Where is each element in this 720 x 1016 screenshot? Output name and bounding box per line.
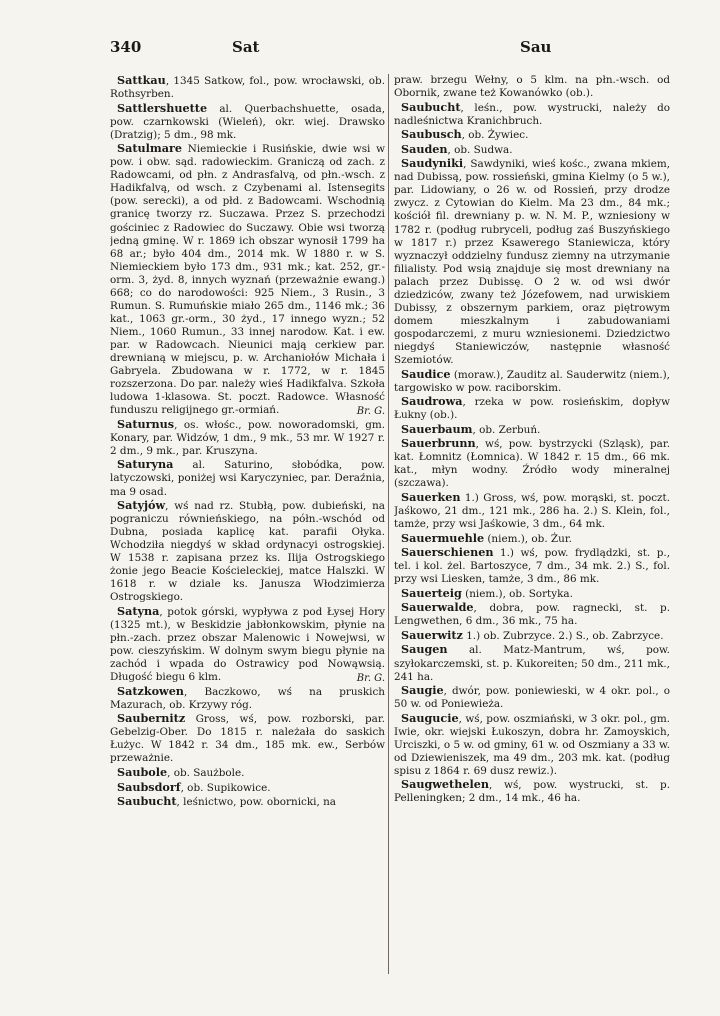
entry-text: al. Matz-Mantrum, wś, pow. szyłokarczemski, st. p. Kukoreiten; 50 dm., 211 mk., 241 ha. xyxy=(394,644,670,683)
entry-text: , ob. Żywiec. xyxy=(461,129,529,142)
dictionary-entry xyxy=(394,368,670,395)
dictionary-entry xyxy=(110,458,385,498)
right-column xyxy=(394,74,670,974)
entry-headword: Sauerteig xyxy=(401,585,462,600)
dictionary-entry xyxy=(110,685,385,712)
dictionary-entry xyxy=(394,143,670,157)
entry-text: , wś, pow. wystrucki, st. p. Pelleningken; 2 dm., 14 mk., 46 ha. xyxy=(394,779,670,805)
dictionary-entry xyxy=(110,712,385,765)
entry-text: , ob. Saużbole. xyxy=(167,767,245,780)
dictionary-entry xyxy=(394,128,670,142)
entry-headword: Saturyna xyxy=(117,457,174,472)
dictionary-entry xyxy=(394,601,670,628)
dictionary-entry xyxy=(394,684,670,711)
entry-headword: Satulmare xyxy=(117,141,182,156)
entry-headword: Satzkowen xyxy=(117,683,184,698)
entry-text: , ob. Sudwa. xyxy=(447,143,513,156)
left-column xyxy=(110,74,385,974)
entry-headword: Saudrowa xyxy=(401,394,463,409)
dictionary-entry xyxy=(110,766,385,780)
dictionary-entry xyxy=(394,74,670,100)
dictionary-entry xyxy=(110,418,385,458)
entry-text: , leśn., pow. wystrucki, należy do nadleśnictwa Kranichbruch. xyxy=(394,101,670,127)
entry-headword: Saugucie xyxy=(401,710,459,725)
entry-text: 1.) ob. Zubrzyce. 2.) S., ob. Zabrzyce. xyxy=(462,629,664,642)
entry-text: , wś nad rz. Stubłą, pow. dubieński, na pograniczu równieńskiego, na półn.-wschód od Dubna, posiada kaplicę kat. parafii Ołyka. Wchodziła niegdyś w skład ordynacyi ostrogskiej. W 1538 r. zapisana przez ks. Ilija Ostrogskiego żonie jego Beacie Kościeleckiej, matce Halszki. W 1618 r. w dziale ks. Janusza Włodzimierza Ostrogskiego. xyxy=(110,500,385,604)
entry-headword: Sauerwitz xyxy=(401,627,463,642)
entry-text: Niemieckie i Rusińskie, dwie wsi w pow. i obw. sąd. radowieckim. Graniczą od zach. z Radowcami, od płn. z Andrasfalvą, od płn.-wsch. z Hadikfalvą, od wsch. z Czybenami al. Istensegits (pow. serecki), a od płd. z Badowcami. Wschodnią granicę tworzy rz. Suczawa. Przez S. przechodzi gościniec z Radowiec do Suczawy. Obie wsi tworzą jedną gminę. W r. 1869 ich obszar wynosił 1799 ha 68 ar.; było 404 dm., 2014 mk. W 1880 r. w S. Niemieckiem było 173 dm., 931 mk.; kat. 252, gr.-orm. 3, żyd. 8, innych wyznań (przeważnie ewang.) 668; co do narodowości: 925 Niem., 3 Rusin., 3 Rumun. S. Rumuńskie miało 265 dm., 1146 mk.; 36 kat., 1063 gr.-orm., 30 żyd., 17 innego wyzn.; 52 Niem., 1060 Rumun., 33 innej narodow. Kat. i ew. par. w Radowcach. Nieunici mają cerkiew par. drewnianą w miejscu, p. w. Archaniołów Michała i Gabryela. Zbudowana w r. 1772, w r. 1845 rozszerzona. Do par. należy wieś Hadikfalva. Szkoła ludowa 1-klasowa. St. poczt. Radowce. Własność funduszu religijnego gr.-ormiań. xyxy=(110,143,385,417)
page-header xyxy=(110,38,650,62)
dictionary-entry xyxy=(110,781,385,795)
entry-headword: Saubucht xyxy=(117,794,177,809)
entry-headword: Saudice xyxy=(401,366,451,381)
entry-text: 1.) Gross, wś, pow. morąski, st. poczt. Jaśkowo, 21 dm., 121 mk., 286 ha. 2.) S. Klein, fol., tamże, przy wsi Jaśkowie, 3 dm., 64 mk. xyxy=(394,491,670,531)
entry-text: , wś, pow. bystrzycki (Szląsk), par. kat. Łomnitz (Łomnica). W 1842 r. 15 dm., 66 mk. kat., młyn wodny. Źródło wody mineralnej (szczawa). xyxy=(394,438,670,490)
entry-text: Gross, wś, pow. rozborski, par. Gebelzig-Ober. Do 1815 r. należała do saskich Łużyc. W 1842 r. 34 dm., 185 mk. ew., Serbów przeważnie. xyxy=(110,713,385,765)
entry-text: al. Querbachshuette, osada, pow. czarnkowski (Wieleń), okr. wiej. Drawsko (Dratzig); 5 dm., 98 mk. xyxy=(110,102,385,141)
entry-headword: Saubole xyxy=(117,765,168,780)
entry-headword: Sauerbrunn xyxy=(401,436,476,451)
entry-text: , dobra, pow. ragnecki, st. p. Lengwethen, 6 dm., 36 mk., 75 ha. xyxy=(394,602,670,628)
entry-text: al. Saturino, słobódka, pow. latyczowski, poniżej wsi Karyczyniec, par. Deraźnia, ma 9 osad. xyxy=(110,459,385,498)
dictionary-entry xyxy=(394,157,670,367)
entry-signature: Br. G. xyxy=(356,672,385,684)
dictionary-entry xyxy=(110,795,385,809)
dictionary-entry xyxy=(394,437,670,490)
dictionary-entry xyxy=(110,142,385,417)
dictionary-entry xyxy=(394,629,670,643)
entry-text: (niem.), ob. Żur. xyxy=(484,532,572,545)
entry-headword: Saturnus xyxy=(117,416,175,431)
running-head-left: Sat xyxy=(232,38,260,56)
entry-text: , potok górski, wypływa z pod Łysej Hory (1325 mt.), w Beskidzie jabłonkowskim, płynie na płn.-zach. przez obszar Malenowic i Nowejwsi, w pow. cieszyńskim. W dolnym swym biegu płynie na zachód i wpada do Ostrawicy pod Nowąwsią. Długość biegu 6 klm. xyxy=(110,605,385,684)
entry-text: (moraw.), Zauditz al. Sauderwitz (niem.), targowisko w pow. raciborskim. xyxy=(394,368,670,394)
entry-headword: Saubernitz xyxy=(117,711,186,726)
entry-text: , Sawdyniki, wieś kośc., zwana mkiem, nad Dubissą, pow. rossieński, gmina Kielmy (o 5 w.), par. Lidowiany, o 26 w. od Rossień, przy drodze zwycz. z Cytowian do Kielm. Ma 23 dm., 84 mk.; kościół fil. drewniany p. w. N. M. P., wzniesiony w 1782 r. (podług rubryceli, podług zaś Buszyńskiego w 1817 r.) przez Ksawerego Staniewicza, który wyznaczył oddzielny fundusz ziemny na utrzymanie filialisty. Pod wsią znajduje się most drewniany na palach przez Dubissę. O 2 w. od wsi dwór dziedziców, zwany też Józefowem, nad urwiskiem Dubissy, z obszernym parkiem, oraz piętrowym domem mieszkalnym i zabudowaniami gospodarczemi, z muru wzniesionemi. Dziedzictwo niegdyś Staniewiczów, następnie własność Szemiotów. xyxy=(394,158,670,366)
dictionary-entry xyxy=(394,101,670,128)
dictionary-entry xyxy=(110,102,385,142)
entry-text: , rzeka w pow. rosieńskim, dopływ Łukny (ob.). xyxy=(394,396,670,422)
entry-text: 1.) wś, pow. frydlądzki, st. p., tel. i kol. żel. Bartoszyce, 7 dm., 34 mk. 2.) S., fol. przy wsi Liesken, tamże, 3 dm., 86 mk. xyxy=(394,547,670,586)
column-divider xyxy=(388,74,389,974)
dictionary-entry xyxy=(110,499,385,604)
entry-text: praw. brzegu Wełny, o 5 klm. na płn.-wsch. od Obornik, zwane też Kowanówko (ob.). xyxy=(394,74,670,100)
dictionary-entry xyxy=(394,532,670,546)
entry-text: , 1345 Satkow, fol., pow. wrocławski, ob. Rothsyrben. xyxy=(110,75,385,101)
entry-headword: Sauermuehle xyxy=(401,530,485,545)
entry-headword: Saugwethelen xyxy=(401,777,489,792)
entry-text: , wś, pow. oszmiański, w 3 okr. pol., gm. Iwie, okr. wiejski Łukoszyn, dobra hr. Zamoyskich, Urciszki, o 5 w. od gminy, 61 w. od Oszmiany a 33 w. od Dziewieniszek, ma 49 dm., 203 mk. kat. (podług spisu z 1864 r. 69 dusz rewiz.). xyxy=(394,712,670,777)
entry-text: (niem.), ob. Sortyka. xyxy=(461,587,573,600)
entry-text: , Baczkowo, wś na pruskich Mazurach, ob. Krzywy róg. xyxy=(110,685,385,711)
entry-headword: Saugen xyxy=(401,642,448,657)
entry-headword: Satyjów xyxy=(117,498,166,513)
entry-headword: Sauden xyxy=(401,141,448,156)
entry-headword: Sauerschienen xyxy=(401,545,494,560)
entry-headword: Sauerken xyxy=(401,489,461,504)
entry-text: , ob. Zerbuń. xyxy=(472,423,541,436)
entry-signature: Br. G. xyxy=(356,405,385,417)
entry-text: , dwór, pow. poniewieski, w 4 okr. pol., o 50 w. od Poniewieża. xyxy=(394,685,670,711)
dictionary-entry xyxy=(394,395,670,422)
entry-headword: Satyna xyxy=(117,603,160,618)
entry-headword: Saubucht xyxy=(401,99,461,114)
entry-headword: Saugie xyxy=(401,683,444,698)
entry-text: , ob. Supikowice. xyxy=(180,781,271,794)
dictionary-entry xyxy=(394,712,670,778)
dictionary-entry xyxy=(394,546,670,586)
dictionary-entry xyxy=(394,491,670,531)
entry-headword: Sauerwalde xyxy=(401,600,474,615)
entry-headword: Saubusch xyxy=(401,127,462,142)
page-number: 340 xyxy=(110,38,142,56)
dictionary-entry xyxy=(394,423,670,437)
entry-headword: Saubsdorf xyxy=(117,779,181,794)
running-head-right: Sau xyxy=(520,38,552,56)
entry-headword: Sattlershuette xyxy=(117,100,208,115)
dictionary-entry xyxy=(394,587,670,601)
entry-headword: Saudyniki xyxy=(401,156,464,171)
entry-headword: Sauerbaum xyxy=(401,421,473,436)
entry-headword: Sattkau xyxy=(117,74,166,87)
entry-text: , leśnictwo, pow. obornicki, na xyxy=(176,796,336,809)
entry-text: , os. włośc., pow. noworadomski, gm. Konary, par. Widzów, 1 dm., 9 mk., 53 mr. W 1927 r. 2 dm., 9 mk., par. Kruszyna. xyxy=(110,418,385,457)
dictionary-entry xyxy=(394,643,670,683)
dictionary-entry xyxy=(394,778,670,805)
dictionary-entry xyxy=(110,74,385,101)
